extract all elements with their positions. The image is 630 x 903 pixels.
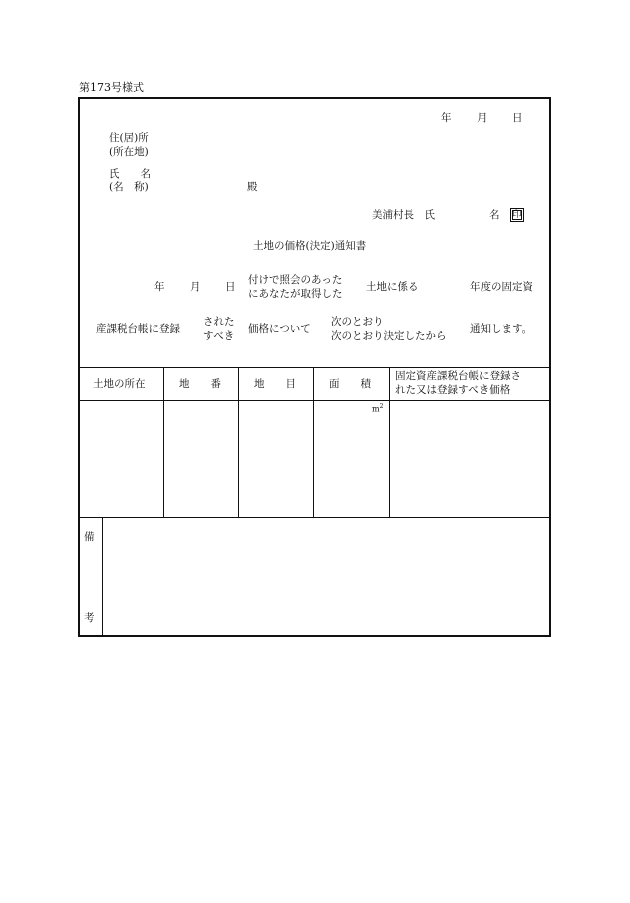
row2-phrase-b-line1: された bbox=[203, 316, 235, 328]
row2-phrase-d-line2: 次のとおり決定したから bbox=[331, 330, 447, 342]
row2-phrase-d-line1: 次のとおり bbox=[331, 316, 384, 328]
seal-stamp bbox=[510, 208, 524, 222]
row1-phrase-b: 土地に係る bbox=[366, 281, 419, 293]
row2-phrase-b-line2: すべき bbox=[203, 330, 235, 342]
table-col-divider bbox=[313, 367, 314, 517]
row1-phrase-a-line1: 付けで照会のあった bbox=[248, 274, 343, 286]
notice-title: 土地の価格(決定)通知書 bbox=[253, 240, 367, 252]
table-top-rule bbox=[79, 367, 550, 368]
table-header-land-category: 地 目 bbox=[254, 377, 296, 390]
remarks-label-bottom: 考 bbox=[84, 612, 95, 624]
issuer-label: 美浦村長 氏 bbox=[372, 209, 435, 221]
table-header-rule bbox=[79, 400, 550, 401]
table-header-location: 土地の所在 bbox=[93, 377, 146, 390]
row1-month: 月 bbox=[190, 281, 201, 293]
name-label: 氏 名 bbox=[109, 168, 151, 180]
area-unit-exponent: 2 bbox=[379, 403, 384, 410]
table-header-lot-number: 地 番 bbox=[179, 377, 221, 390]
name-label-sub: (名 称) bbox=[109, 181, 149, 193]
date-day-label: 日 bbox=[512, 112, 523, 124]
row1-year: 年 bbox=[154, 281, 165, 293]
issuer-name-suffix: 名 bbox=[489, 209, 500, 221]
remarks-divider bbox=[102, 517, 103, 636]
table-col-divider bbox=[238, 367, 239, 517]
area-unit-base: m bbox=[372, 404, 380, 414]
address-label: 住(居)所 bbox=[109, 132, 149, 144]
row2-phrase-a: 産課税台帳に登録 bbox=[96, 323, 180, 335]
date-month-label: 月 bbox=[477, 112, 488, 124]
table-col-divider bbox=[389, 367, 390, 517]
row2-phrase-c: 価格について bbox=[248, 323, 311, 335]
table-bottom-rule bbox=[79, 517, 550, 518]
table-header-price-line2: れた又は登録すべき価格 bbox=[395, 384, 511, 396]
row1-day: 日 bbox=[225, 281, 236, 293]
row1-phrase-c: 年度の固定資 bbox=[470, 281, 533, 293]
table-header-area: 面 積 bbox=[329, 377, 371, 390]
form-number: 第173号様式 bbox=[79, 81, 144, 94]
honorific-dono: 殿 bbox=[247, 181, 258, 193]
address-label-sub: (所在地) bbox=[109, 146, 149, 158]
row2-phrase-e: 通知します。 bbox=[470, 323, 533, 335]
remarks-label-top: 備 bbox=[84, 531, 95, 543]
date-year-label: 年 bbox=[441, 112, 452, 124]
table-col-divider bbox=[163, 367, 164, 517]
area-unit bbox=[372, 402, 383, 415]
seal-text: 印 bbox=[512, 210, 522, 220]
table-header-price-line1: 固定資産課税台帳に登録さ bbox=[395, 370, 521, 382]
row1-phrase-a-line2: にあなたが取得した bbox=[248, 288, 343, 300]
